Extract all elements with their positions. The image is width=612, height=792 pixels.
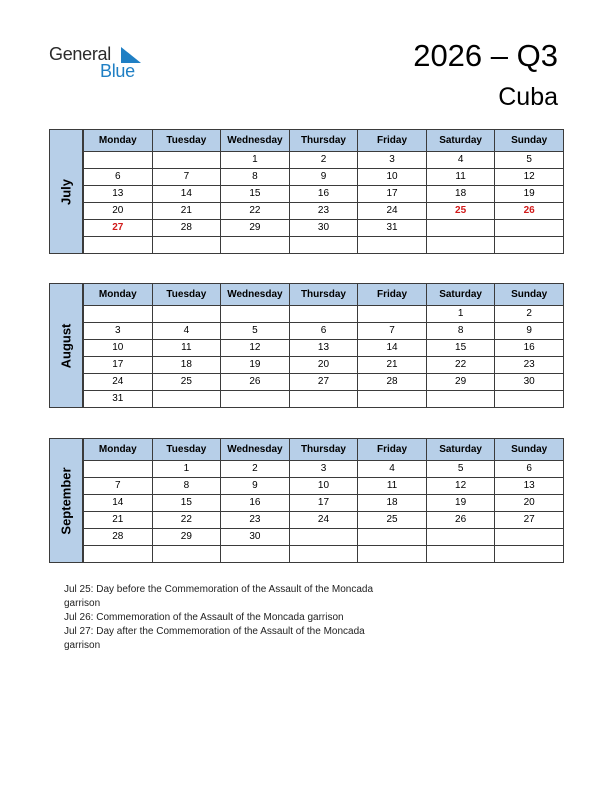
day-cell: 25 [358, 512, 427, 529]
day-cell [358, 546, 427, 563]
holiday-notes [64, 583, 384, 653]
day-cell [495, 529, 564, 546]
day-cell: 15 [426, 340, 495, 357]
holiday-note: Jul 25: Day before the Commemoration of the Assault of the Moncada garrison [64, 584, 374, 609]
day-cell [84, 237, 153, 254]
day-cell [495, 220, 564, 237]
week-row [84, 391, 564, 408]
day-cell: 1 [426, 306, 495, 323]
day-cell: 12 [221, 340, 290, 357]
day-cell: 13 [84, 186, 153, 203]
day-cell: 22 [152, 512, 221, 529]
day-cell: 5 [221, 323, 290, 340]
month-label [49, 283, 83, 408]
day-cell [152, 306, 221, 323]
day-cell: 10 [289, 478, 358, 495]
day-cell: 16 [289, 186, 358, 203]
day-cell: 24 [358, 203, 427, 220]
day-cell: 19 [426, 495, 495, 512]
weekday-header: Monday [84, 130, 153, 152]
day-cell: 8 [152, 478, 221, 495]
week-row [84, 186, 564, 203]
day-cell: 1 [152, 461, 221, 478]
country-name: Cuba [498, 83, 558, 111]
calendar-table [83, 283, 564, 408]
day-cell: 21 [358, 357, 427, 374]
week-row [84, 203, 564, 220]
day-cell: 1 [221, 152, 290, 169]
day-cell: 25 [152, 374, 221, 391]
day-cell [84, 546, 153, 563]
weekday-header: Monday [84, 439, 153, 461]
holiday-note: Jul 27: Day after the Commemoration of the Assault of the Moncada garrison [64, 626, 365, 651]
week-row [84, 529, 564, 546]
day-cell: 17 [289, 495, 358, 512]
day-cell: 30 [289, 220, 358, 237]
day-cell: 26 [495, 203, 564, 220]
day-cell: 30 [221, 529, 290, 546]
day-cell: 27 [84, 220, 153, 237]
day-cell: 14 [152, 186, 221, 203]
weekday-header: Friday [358, 284, 427, 306]
page-title: 2026 – Q3 [413, 38, 558, 73]
day-cell: 13 [289, 340, 358, 357]
week-row [84, 512, 564, 529]
week-row [84, 478, 564, 495]
day-cell: 12 [495, 169, 564, 186]
logo [49, 44, 149, 84]
day-cell: 11 [358, 478, 427, 495]
day-cell: 24 [289, 512, 358, 529]
day-cell: 23 [221, 512, 290, 529]
day-cell: 4 [426, 152, 495, 169]
day-cell: 25 [426, 203, 495, 220]
day-cell: 21 [84, 512, 153, 529]
calendar-table [83, 438, 564, 563]
day-cell: 6 [495, 461, 564, 478]
day-cell: 23 [289, 203, 358, 220]
day-cell: 10 [358, 169, 427, 186]
day-cell: 3 [84, 323, 153, 340]
weekday-header: Sunday [495, 439, 564, 461]
day-cell: 27 [495, 512, 564, 529]
day-cell [358, 529, 427, 546]
weekday-header: Sunday [495, 284, 564, 306]
weekday-header: Thursday [289, 130, 358, 152]
week-row [84, 169, 564, 186]
weekday-header: Sunday [495, 130, 564, 152]
day-cell: 16 [221, 495, 290, 512]
day-cell [358, 237, 427, 254]
month-label [49, 129, 83, 254]
day-cell: 6 [289, 323, 358, 340]
weekday-header: Thursday [289, 284, 358, 306]
day-cell: 6 [84, 169, 153, 186]
day-cell: 3 [289, 461, 358, 478]
day-cell: 20 [495, 495, 564, 512]
day-cell: 29 [221, 220, 290, 237]
week-row [84, 237, 564, 254]
day-cell [495, 546, 564, 563]
week-row [84, 152, 564, 169]
day-cell: 3 [358, 152, 427, 169]
week-row [84, 220, 564, 237]
week-row [84, 495, 564, 512]
day-cell: 5 [495, 152, 564, 169]
day-cell [426, 391, 495, 408]
day-cell: 14 [84, 495, 153, 512]
day-cell: 22 [221, 203, 290, 220]
day-cell: 29 [426, 374, 495, 391]
day-cell: 7 [152, 169, 221, 186]
day-cell: 31 [358, 220, 427, 237]
week-row [84, 306, 564, 323]
day-cell [152, 546, 221, 563]
day-cell: 8 [221, 169, 290, 186]
day-cell [221, 237, 290, 254]
day-cell: 9 [495, 323, 564, 340]
day-cell [84, 306, 153, 323]
weekday-header: Wednesday [221, 284, 290, 306]
day-cell: 2 [289, 152, 358, 169]
day-cell: 20 [84, 203, 153, 220]
day-cell: 23 [495, 357, 564, 374]
day-cell: 19 [495, 186, 564, 203]
day-cell: 28 [84, 529, 153, 546]
day-cell: 2 [221, 461, 290, 478]
month-name: August [58, 323, 74, 368]
day-cell: 18 [426, 186, 495, 203]
day-cell [358, 306, 427, 323]
week-row [84, 546, 564, 563]
day-cell: 11 [426, 169, 495, 186]
day-cell: 18 [358, 495, 427, 512]
day-cell: 17 [358, 186, 427, 203]
day-cell: 28 [152, 220, 221, 237]
day-cell: 13 [495, 478, 564, 495]
weekday-header-row [84, 284, 564, 306]
day-cell [426, 237, 495, 254]
week-row [84, 323, 564, 340]
week-row [84, 374, 564, 391]
day-cell: 20 [289, 357, 358, 374]
month-name: July [58, 178, 74, 205]
day-cell: 8 [426, 323, 495, 340]
weekday-header: Tuesday [152, 439, 221, 461]
weekday-header: Friday [358, 130, 427, 152]
day-cell: 4 [152, 323, 221, 340]
day-cell: 4 [358, 461, 427, 478]
day-cell: 31 [84, 391, 153, 408]
day-cell: 7 [358, 323, 427, 340]
day-cell [152, 152, 221, 169]
week-row [84, 461, 564, 478]
day-cell [426, 220, 495, 237]
calendar-table [83, 129, 564, 254]
day-cell [289, 237, 358, 254]
weekday-header-row [84, 130, 564, 152]
day-cell: 9 [289, 169, 358, 186]
weekday-header: Thursday [289, 439, 358, 461]
logo-text-blue: Blue [100, 61, 135, 81]
weekday-header: Wednesday [221, 439, 290, 461]
day-cell: 29 [152, 529, 221, 546]
weekday-header: Tuesday [152, 284, 221, 306]
weekday-header: Saturday [426, 130, 495, 152]
day-cell [358, 391, 427, 408]
weekday-header: Friday [358, 439, 427, 461]
day-cell: 2 [495, 306, 564, 323]
day-cell: 27 [289, 374, 358, 391]
weekday-header: Tuesday [152, 130, 221, 152]
day-cell: 18 [152, 357, 221, 374]
logo-text-general: General [49, 44, 111, 64]
day-cell: 21 [152, 203, 221, 220]
month-label [49, 438, 83, 563]
day-cell: 30 [495, 374, 564, 391]
day-cell [426, 546, 495, 563]
day-cell: 22 [426, 357, 495, 374]
day-cell [289, 529, 358, 546]
day-cell: 15 [221, 186, 290, 203]
day-cell [221, 391, 290, 408]
month-name: September [58, 466, 74, 535]
day-cell: 17 [84, 357, 153, 374]
day-cell: 16 [495, 340, 564, 357]
day-cell [221, 546, 290, 563]
day-cell: 26 [426, 512, 495, 529]
day-cell: 7 [84, 478, 153, 495]
day-cell [152, 237, 221, 254]
week-row [84, 340, 564, 357]
day-cell [84, 461, 153, 478]
day-cell [289, 306, 358, 323]
weekday-header: Saturday [426, 284, 495, 306]
day-cell: 19 [221, 357, 290, 374]
weekday-header: Saturday [426, 439, 495, 461]
day-cell [221, 306, 290, 323]
day-cell: 26 [221, 374, 290, 391]
day-cell [289, 546, 358, 563]
day-cell [152, 391, 221, 408]
weekday-header: Wednesday [221, 130, 290, 152]
day-cell [426, 529, 495, 546]
weekday-header-row [84, 439, 564, 461]
day-cell: 5 [426, 461, 495, 478]
day-cell [84, 152, 153, 169]
week-row [84, 357, 564, 374]
day-cell [495, 237, 564, 254]
day-cell [495, 391, 564, 408]
weekday-header: Monday [84, 284, 153, 306]
holiday-note: Jul 26: Commemoration of the Assault of the Moncada garrison [64, 612, 344, 623]
day-cell: 28 [358, 374, 427, 391]
day-cell: 12 [426, 478, 495, 495]
day-cell: 15 [152, 495, 221, 512]
day-cell: 10 [84, 340, 153, 357]
day-cell: 24 [84, 374, 153, 391]
day-cell [289, 391, 358, 408]
day-cell: 9 [221, 478, 290, 495]
day-cell: 11 [152, 340, 221, 357]
day-cell: 14 [358, 340, 427, 357]
